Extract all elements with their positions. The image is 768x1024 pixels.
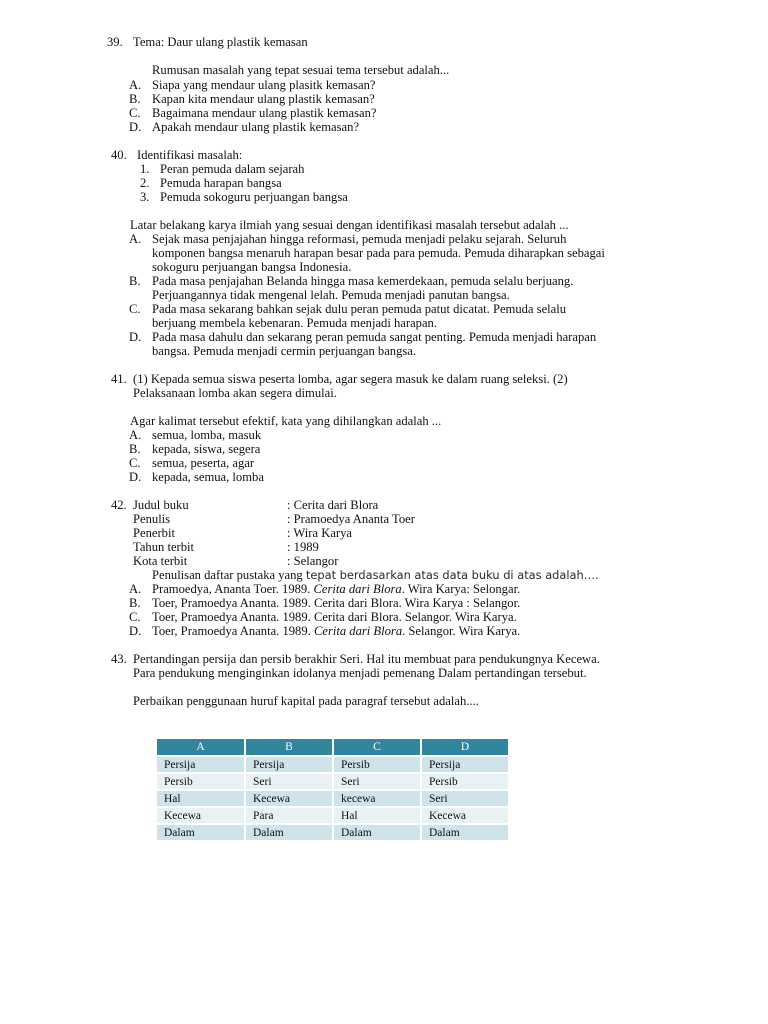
q40-item-2: Pemuda harapan bangsa: [160, 176, 282, 190]
table-cell: kecewa: [333, 790, 421, 807]
q42-prompt-sans: tepat berdasarkan atas data buku di atas adalah….: [305, 568, 599, 582]
table-header: A: [157, 739, 245, 756]
table-header-row: [157, 739, 509, 756]
q42-option-c-letter: C.: [129, 610, 141, 624]
q42-option-b-pre: Toer, Pramoedya Ananta. 1989. Cerita dari Blora. Wira Karya : Selangor.: [152, 596, 521, 610]
q41-option-b: kepada, siswa, segera: [152, 442, 261, 456]
table-cell: Dalam: [333, 824, 421, 841]
q40-option-c-letter: C.: [129, 302, 141, 316]
q42-field-label: Judul buku: [133, 498, 189, 512]
q42-option-c: [152, 610, 517, 624]
q41-option-a: semua, lomba, masuk: [152, 428, 262, 442]
q43-line2: Para pendukung menginginkan idolanya menjadi pemenang Dalam pertandingan tersebut.: [133, 666, 587, 680]
q42-field-label: Tahun terbit: [133, 540, 195, 554]
q41-number: 41.: [111, 372, 127, 386]
q39-number: 39.: [107, 35, 123, 49]
q42-option-a: [152, 582, 520, 596]
q42-option-a-post: . Wira Karya: Selongar.: [401, 582, 521, 596]
table-cell: Persija: [421, 756, 509, 773]
q39-option-a: Siapa yang mendaur ulang plasitk kemasan?: [152, 78, 376, 92]
q40-option-a-letter: A.: [129, 232, 142, 246]
q41-prompt: Agar kalimat tersebut efektif, kata yang dihilangkan adalah ...: [130, 414, 442, 428]
q42-field-value: : Selangor: [287, 554, 339, 568]
q39-option-a-letter: A.: [129, 78, 142, 92]
q42-option-a-pre: Pramoedya, Ananta Toer. 1989.: [152, 582, 314, 596]
q39-title: Tema: Daur ulang plastik kemasan: [133, 35, 308, 49]
q40-item-2-num: 2.: [140, 176, 150, 190]
table-cell: Seri: [245, 773, 333, 790]
q42-option-d-post: . Selangor. Wira Karya.: [402, 624, 521, 638]
q42-option-a-title: Cerita dari Blora: [313, 582, 402, 596]
q42-option-c-pre: Toer, Pramoedya Ananta. 1989. Cerita dari Blora. Selangor. Wira Karya.: [152, 610, 517, 624]
q41-line2: Pelaksanaan lomba akan segera dimulai.: [133, 386, 337, 400]
table-cell: Seri: [333, 773, 421, 790]
q40-option-b-letter: B.: [129, 274, 141, 288]
table-cell: Persib: [421, 773, 509, 790]
q42-option-b-letter: B.: [129, 596, 141, 610]
q41-option-c: semua, peserta, agar: [152, 456, 255, 470]
table-cell: Hal: [333, 807, 421, 824]
table-row: [157, 824, 509, 841]
q42-field-value: : Wira Karya: [287, 526, 352, 540]
table-cell: Hal: [157, 790, 245, 807]
q41-option-d: kepada, semua, lomba: [152, 470, 264, 484]
q39-option-d: Apakah mendaur ulang plastik kemasan?: [152, 120, 360, 134]
q42-field-value: : Cerita dari Blora: [287, 498, 379, 512]
table-cell: Persib: [157, 773, 245, 790]
q40-option-b-line1: Pada masa penjajahan Belanda hingga masa kemerdekaan, pemuda selalu berjuang.: [152, 274, 574, 288]
capitalization-table: [157, 739, 510, 842]
table-header: B: [245, 739, 333, 756]
q43-prompt: Perbaikan penggunaan huruf kapital pada paragraf tersebut adalah....: [133, 694, 479, 708]
table-cell: Persib: [333, 756, 421, 773]
q39-prompt: Rumusan masalah yang tepat sesuai tema tersebut adalah...: [152, 63, 450, 77]
q42-field-label: Kota terbit: [133, 554, 188, 568]
table-cell: Kecewa: [245, 790, 333, 807]
q42-field-value: : 1989: [287, 540, 319, 554]
q42-prompt-serif: Penulisan daftar pustaka yang: [152, 568, 306, 582]
q40-option-d-letter: D.: [129, 330, 142, 344]
table-header: D: [421, 739, 509, 756]
q40-number: 40.: [111, 148, 127, 162]
q40-prompt: Latar belakang karya ilmiah yang sesuai dengan identifikasi masalah tersebut adalah ...: [130, 218, 569, 232]
q43-line1: Pertandingan persija dan persib berakhir Seri. Hal itu membuat para pendukungnya Kecewa.: [133, 652, 600, 666]
table-cell: Kecewa: [157, 807, 245, 824]
q41-option-c-letter: C.: [129, 456, 141, 470]
q42-option-d-title: Cerita dari Blora: [313, 624, 403, 638]
table-cell: Dalam: [245, 824, 333, 841]
q40-option-a-line1: Sejak masa penjajahan hingga reformasi, pemuda menjadi pelaku sejarah. Seluruh: [152, 232, 567, 246]
q42-prompt: [152, 568, 599, 582]
q40-title: Identifikasi masalah:: [137, 148, 243, 162]
q40-option-a-line3: sokoguru perjuangan bangsa Indonesia.: [152, 260, 352, 274]
q41-option-a-letter: A.: [129, 428, 142, 442]
table-header: C: [333, 739, 421, 756]
q40-option-d-line2: bangsa. Pemuda menjadi cermin perjuangan bangsa.: [152, 344, 417, 358]
q42-option-d-pre: Toer, Pramoedya Ananta. 1989.: [152, 624, 314, 638]
table-cell: Para: [245, 807, 333, 824]
q42-option-d-letter: D.: [129, 624, 142, 638]
q40-option-c-line2: berjuang membela kebenaran. Pemuda menjadi harapan.: [152, 316, 437, 330]
q39-option-c-letter: C.: [129, 106, 141, 120]
q42-number: 42.: [111, 498, 127, 512]
q42-field-value: : Pramoedya Ananta Toer: [287, 512, 415, 526]
q41-option-d-letter: D.: [129, 470, 142, 484]
table-row: [157, 807, 509, 824]
table-row: [157, 790, 509, 807]
table-cell: Kecewa: [421, 807, 509, 824]
q43-number: 43.: [111, 652, 127, 666]
q40-item-1-num: 1.: [140, 162, 150, 176]
q40-option-d-line1: Pada masa dahulu dan sekarang peran pemuda sangat penting. Pemuda menjadi harapan: [152, 330, 597, 344]
q40-option-c-line1: Pada masa sekarang bahkan sejak dulu peran pemuda patut dicatat. Pemuda selalu: [152, 302, 567, 316]
q42-option-a-letter: A.: [129, 582, 142, 596]
q40-item-3: Pemuda sokoguru perjuangan bangsa: [160, 190, 348, 204]
q41-option-b-letter: B.: [129, 442, 141, 456]
table-cell: Seri: [421, 790, 509, 807]
q40-option-b-line2: Perjuangannya tidak mengenal lelah. Pemuda menjadi panutan bangsa.: [152, 288, 510, 302]
q39-option-c: Bagaimana mendaur ulang plastik kemasan?: [152, 106, 377, 120]
q40-option-a-line2: komponen bangsa menaruh harapan besar pada para pemuda. Pemuda diharapkan sebagai: [152, 246, 605, 260]
q41-line1: (1) Kepada semua siswa peserta lomba, agar segera masuk ke dalam ruang seleksi. (2): [133, 372, 568, 386]
table-cell: Persija: [245, 756, 333, 773]
q39-option-b-letter: B.: [129, 92, 141, 106]
table-cell: Dalam: [157, 824, 245, 841]
q39-option-d-letter: D.: [129, 120, 142, 134]
q39-option-b: Kapan kita mendaur ulang plastik kemasan?: [152, 92, 375, 106]
q42-option-d: [152, 624, 520, 638]
table-row: [157, 773, 509, 790]
q42-field-label: Penulis: [133, 512, 171, 526]
q40-item-3-num: 3.: [140, 190, 150, 204]
q40-item-1: Peran pemuda dalam sejarah: [160, 162, 305, 176]
q42-option-b: [152, 596, 520, 610]
table-cell: Dalam: [421, 824, 509, 841]
table-row: [157, 756, 509, 773]
table-cell: Persija: [157, 756, 245, 773]
q42-field-label: Penerbit: [133, 526, 175, 540]
